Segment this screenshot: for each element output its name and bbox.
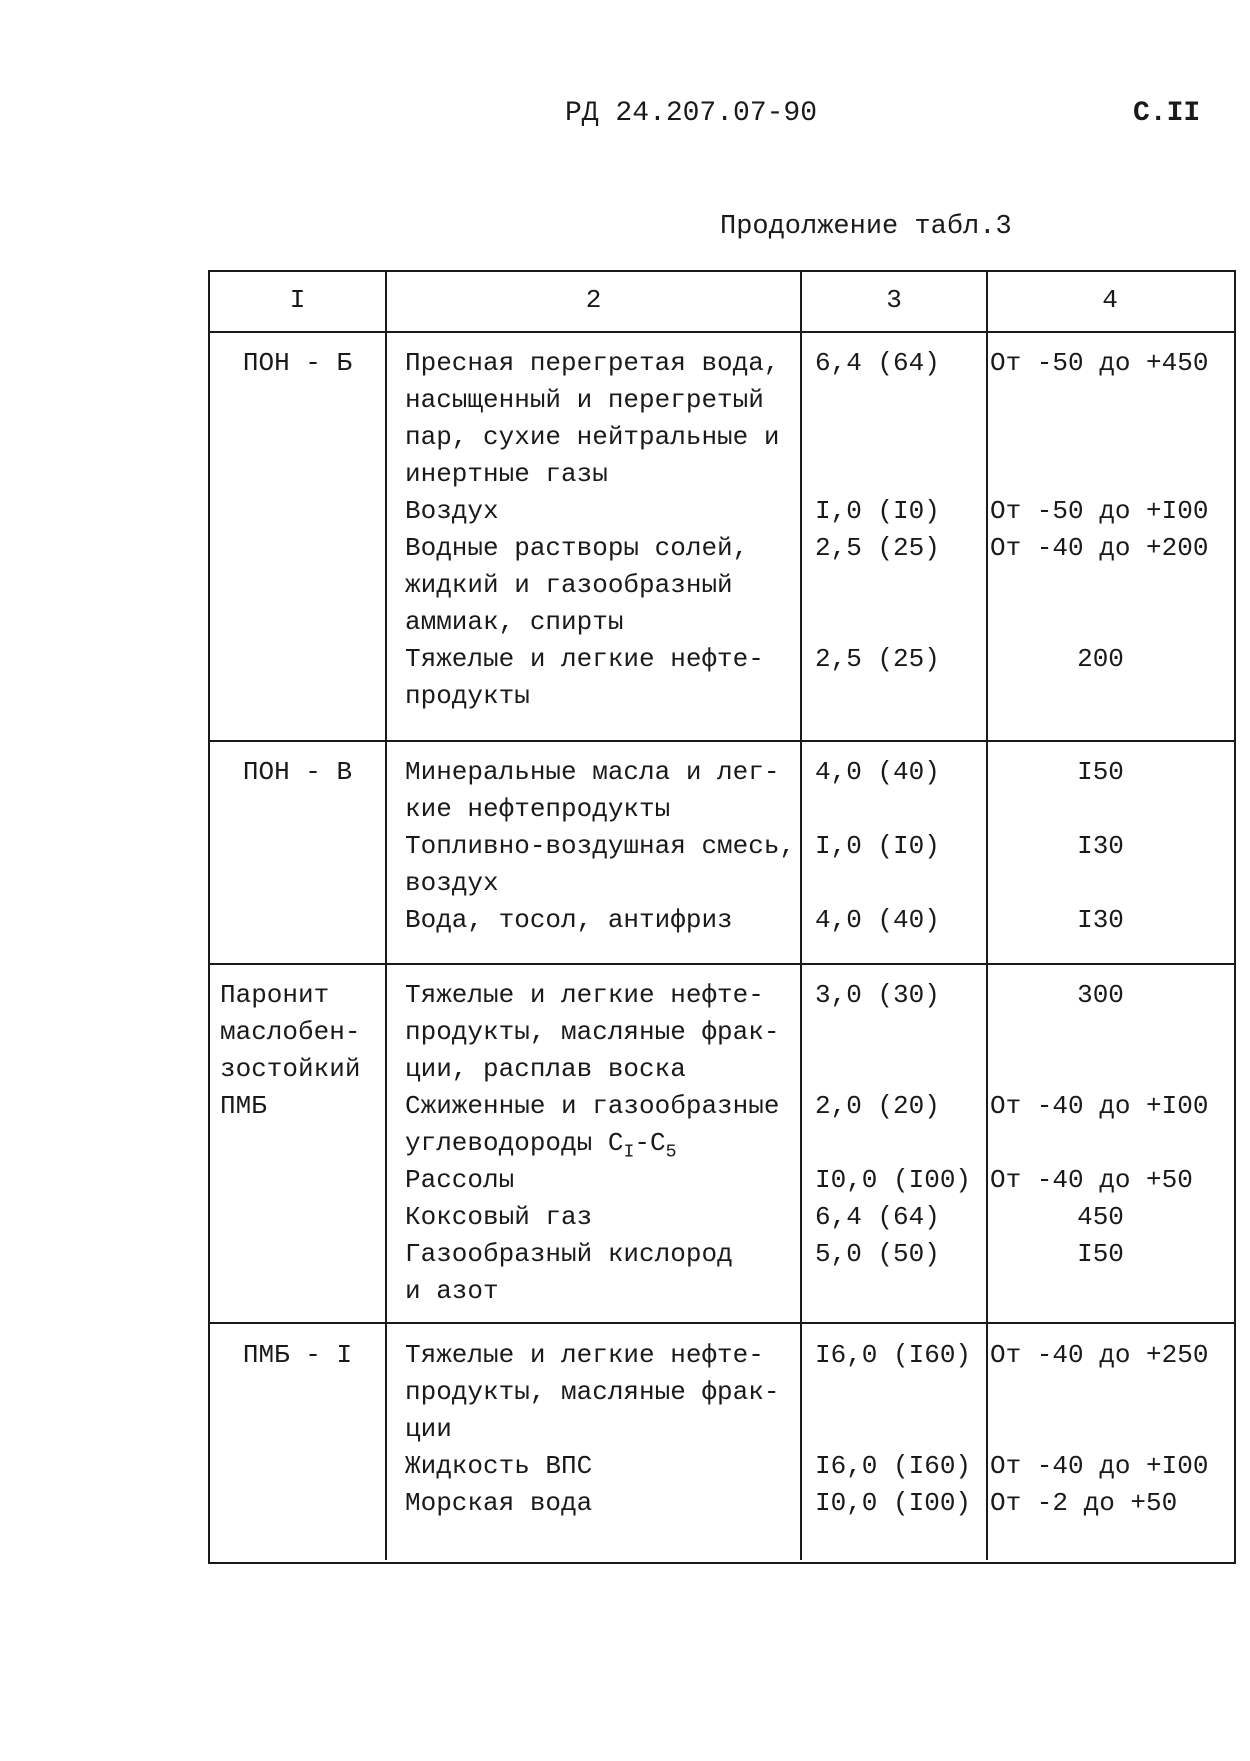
medium-text: Морская вода [405, 1488, 593, 1518]
medium-text: Воздух [405, 496, 499, 526]
temperature-value: 450 [1077, 1202, 1124, 1232]
temperature-value: I30 [1077, 831, 1124, 861]
column-header-1: I [289, 285, 306, 315]
medium-text: пар, сухие нейтральные и [405, 422, 780, 452]
medium-text: Водные растворы солей, [405, 533, 749, 563]
temperature-value: I30 [1077, 905, 1124, 935]
pressure-value: I0,0 (I00) [815, 1488, 972, 1518]
temperature-value: 200 [1077, 644, 1124, 674]
medium-text: Газообразный кислород [405, 1239, 733, 1269]
column-header-4: 4 [1102, 285, 1118, 315]
medium-text: Минеральные масла и лег- [405, 757, 780, 787]
medium-text: Топливно-воздушная смесь, [405, 831, 796, 861]
temperature-value: От -2 до +50 [990, 1488, 1178, 1518]
medium-text: Пресная перегретая вода, [405, 348, 780, 378]
medium-text: Жидкость ВПС [405, 1451, 593, 1481]
pressure-value: 2,0 (20) [815, 1091, 940, 1121]
medium-text: кие нефтепродукты [405, 794, 671, 824]
col-divider-2 [800, 270, 802, 1560]
pressure-value: 6,4 (64) [815, 348, 940, 378]
material-name: ПМБ [220, 1091, 267, 1121]
temperature-value: I50 [1077, 1239, 1124, 1269]
pressure-value: I6,0 (I60) [815, 1451, 972, 1481]
row-divider-3 [208, 1322, 1236, 1324]
medium-text: Вода, тосол, антифриз [405, 905, 733, 935]
medium-text: насыщенный и перегретый [405, 385, 764, 415]
medium-text: воздух [405, 868, 499, 898]
temperature-value: От -40 до +250 [990, 1340, 1209, 1370]
medium-text: жидкий и газообразный [405, 570, 733, 600]
pressure-value: I,0 (I0) [815, 831, 940, 861]
temperature-value: От -40 до +50 [990, 1165, 1193, 1195]
row-divider-2 [208, 963, 1236, 965]
medium-text: Тяжелые и легкие нефте- [405, 1340, 764, 1370]
medium-text: продукты, масляные фрак- [405, 1377, 780, 1407]
medium-text: продукты [405, 681, 530, 711]
row-divider-1 [208, 740, 1236, 742]
chemical-formula: $C_I-C_5$ [592, 1128, 677, 1163]
header-doc-code: РД 24.207.07-90 [565, 98, 818, 129]
medium-text: Коксовый газ [405, 1202, 593, 1232]
medium-text: Сжиженные и газообразные [405, 1091, 780, 1121]
column-header-3: 3 [886, 285, 902, 315]
medium-text: инертные газы [405, 459, 608, 489]
material-name: зостойкий [220, 1054, 361, 1084]
header-page-number: С.II [1133, 98, 1201, 129]
medium-text: продукты, масляные фрак- [405, 1017, 780, 1047]
medium-text: и азот [405, 1276, 499, 1306]
temperature-value: От -40 до +200 [990, 533, 1209, 563]
medium-text: ции, расплав воска [405, 1054, 686, 1084]
pressure-value: I6,0 (I60) [815, 1340, 972, 1370]
medium-text: углеводороды $C_I-C_5$ [405, 1128, 677, 1163]
material-name: маслобен- [220, 1017, 361, 1047]
material-name: Паронит [220, 980, 330, 1010]
medium-text: ции [405, 1414, 452, 1444]
table-caption: Продолжение табл.3 [720, 212, 1012, 242]
pressure-value: 2,5 (25) [815, 533, 940, 563]
temperature-value: I50 [1077, 757, 1124, 787]
material-name: ПОН - Б [242, 348, 353, 378]
pressure-value: 4,0 (40) [815, 905, 940, 935]
pressure-value: I,0 (I0) [815, 496, 940, 526]
pressure-value: 2,5 (25) [815, 644, 940, 674]
pressure-value: 5,0 (50) [815, 1239, 940, 1269]
temperature-value: 300 [1077, 980, 1124, 1010]
medium-text: Рассолы [405, 1165, 515, 1195]
pressure-value: 4,0 (40) [815, 757, 940, 787]
medium-text: Тяжелые и легкие нефте- [405, 980, 764, 1010]
temperature-value: От -40 до +I00 [990, 1451, 1209, 1481]
temperature-value: От -40 до +I00 [990, 1091, 1209, 1121]
temperature-value: От -50 до +450 [990, 348, 1209, 378]
temperature-value: От -50 до +I00 [990, 496, 1209, 526]
material-name: ПОН - В [242, 757, 353, 787]
material-name: ПМБ - I [242, 1340, 353, 1370]
header-row-divider [208, 331, 1236, 333]
medium-text: аммиак, спирты [405, 607, 624, 637]
col-divider-1 [385, 270, 387, 1560]
medium-text: Тяжелые и легкие нефте- [405, 644, 764, 674]
pressure-value: 6,4 (64) [815, 1202, 940, 1232]
pressure-value: I0,0 (I00) [815, 1165, 972, 1195]
pressure-value: 3,0 (30) [815, 980, 940, 1010]
column-header-2: 2 [585, 285, 602, 315]
